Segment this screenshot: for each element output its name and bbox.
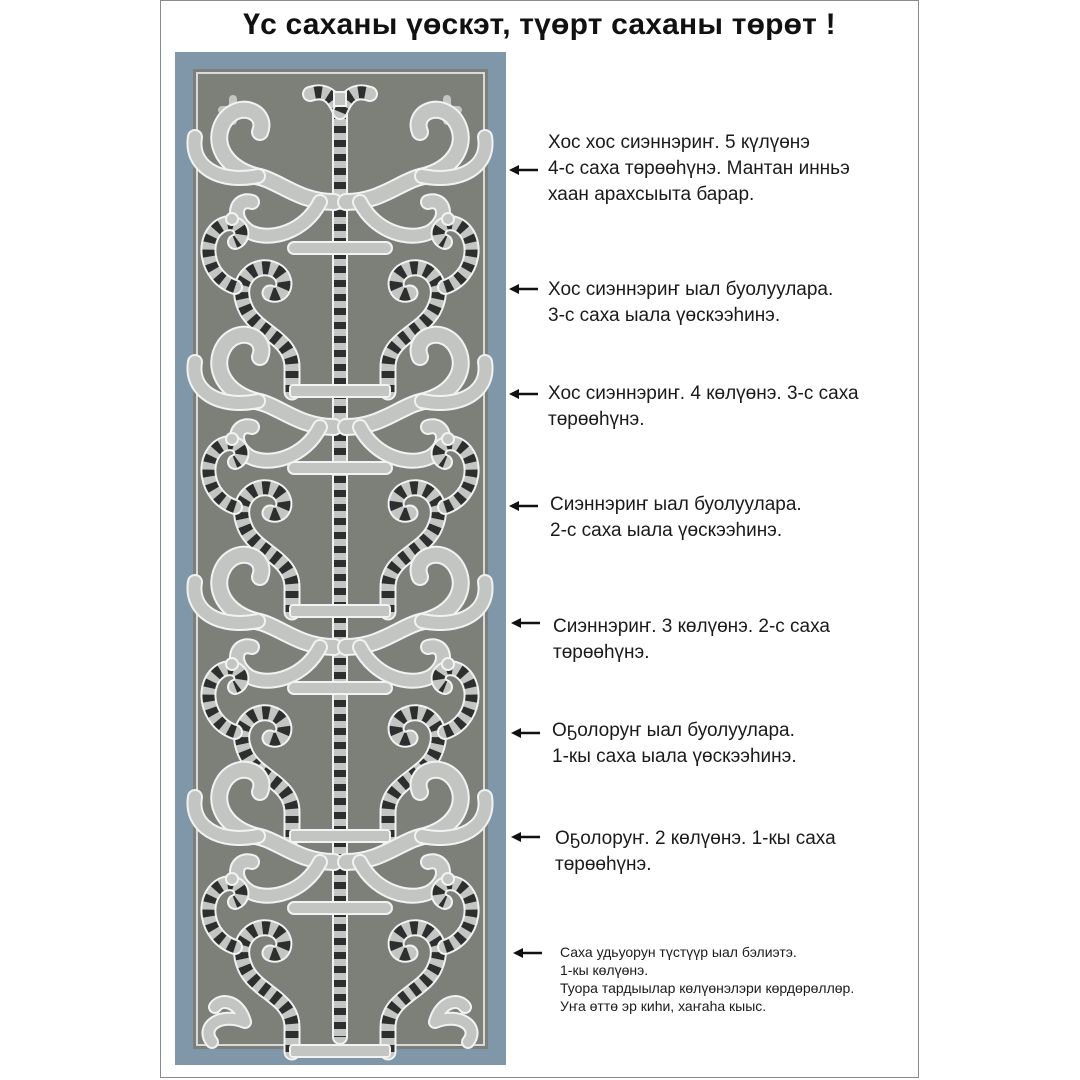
annotation-line: төрөөһүнэ. bbox=[555, 854, 652, 875]
arrow-left-icon bbox=[509, 164, 539, 176]
arrow-left-icon bbox=[511, 727, 541, 739]
annotation-1 bbox=[548, 130, 850, 208]
annotation-line: Сиэннэриҥ ыал буолуулара. bbox=[550, 494, 802, 515]
annotation-7 bbox=[555, 826, 836, 878]
hook-foot-bar-1 bbox=[290, 385, 390, 397]
knob-left-4 bbox=[226, 873, 238, 885]
hook-foot-bar-4 bbox=[290, 1045, 390, 1057]
page-title: Үс саханы үөскэт, түөрт саханы төрөт ! bbox=[243, 8, 836, 41]
annotation-3 bbox=[548, 381, 859, 433]
generation-bar-1 bbox=[288, 242, 392, 254]
knob-left-2 bbox=[226, 433, 238, 445]
annotation-line: 4-с саха төрөөһүнэ. Мантан инньэ bbox=[548, 158, 850, 179]
annotation-line: Хос сиэннэриҥ ыал буолуулара. bbox=[548, 279, 834, 300]
annotation-4 bbox=[550, 492, 802, 544]
generation-bar-2 bbox=[288, 462, 392, 474]
annotation-line: Уҥа өттө эр киһи, хаҥаһа кыыс. bbox=[560, 998, 767, 1014]
knob-left-1 bbox=[226, 213, 238, 225]
hook-foot-bar-2 bbox=[290, 605, 390, 617]
ornament-panel bbox=[175, 52, 506, 1065]
arrow-left-icon bbox=[509, 388, 539, 400]
generation-bar-4 bbox=[288, 902, 392, 914]
crown-tip bbox=[334, 92, 346, 106]
annotation-line: 3-с саха ыала үөскээһинэ. bbox=[548, 305, 781, 326]
annotation-line: 2-с саха ыала үөскээһинэ. bbox=[550, 520, 783, 541]
annotation-6 bbox=[552, 718, 797, 770]
hook-foot-bar-3 bbox=[290, 830, 390, 842]
annotation-line: Сиэннэриҥ. 3 көлүөнэ. 2-с саха bbox=[553, 616, 830, 637]
knob-right-3 bbox=[442, 658, 454, 670]
annotation-5 bbox=[553, 614, 830, 666]
arrow-left-icon bbox=[511, 617, 541, 629]
annotation-line: Оҕолоруҥ. 2 көлүөнэ. 1-кы саха bbox=[555, 828, 836, 849]
annotation-line: Хос хос сиэннэриҥ. 5 күлүөнэ bbox=[548, 132, 810, 153]
annotation-line: 1-кы көлүөнэ. bbox=[560, 962, 649, 978]
annotation-line: Саха удьуорун түстүүр ыал бэлиэтэ. bbox=[560, 944, 797, 960]
arrow-left-icon bbox=[513, 947, 543, 959]
annotation-line: хаан арахсыыта барар. bbox=[548, 184, 755, 205]
annotation-2 bbox=[548, 277, 833, 329]
annotation-line: 1-кы саха ыала үөскээһинэ. bbox=[552, 746, 797, 767]
annotation-line: төрөөһүнэ. bbox=[553, 642, 650, 663]
arrow-left-icon bbox=[511, 831, 541, 843]
knob-right-4 bbox=[442, 873, 454, 885]
knob-right-2 bbox=[442, 433, 454, 445]
annotation-line: Хос сиэннэриҥ. 4 көлүөнэ. 3-с саха bbox=[548, 383, 859, 404]
knob-left-3 bbox=[226, 658, 238, 670]
annotation-line: төрөөһүнэ. bbox=[548, 409, 645, 430]
arrow-left-icon bbox=[509, 283, 539, 295]
annotation-line: Оҕолоруҥ ыал буолуулара. bbox=[552, 720, 795, 741]
generation-bar-3 bbox=[288, 682, 392, 694]
knob-right-1 bbox=[442, 213, 454, 225]
arrow-left-icon bbox=[509, 500, 539, 512]
annotation-line: Туора тардыылар көлүөнэлэри көрдөрөллөр. bbox=[560, 980, 855, 996]
annotation-8 bbox=[560, 943, 854, 1015]
